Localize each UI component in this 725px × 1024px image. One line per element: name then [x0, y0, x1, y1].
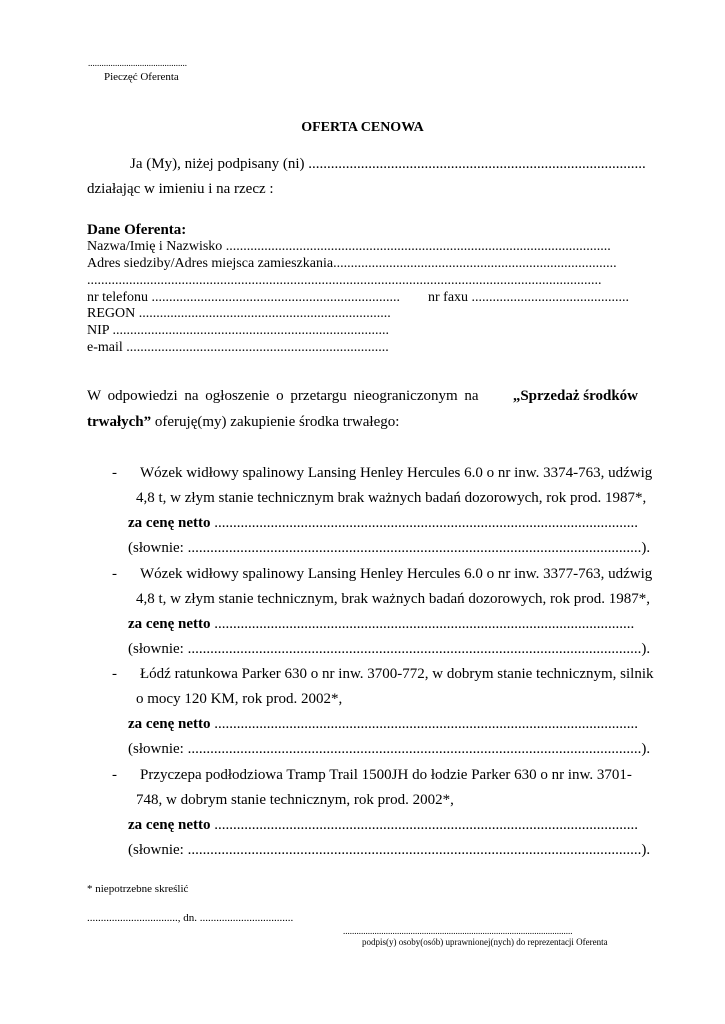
item-2-dash: - [112, 566, 117, 582]
item-3-dash: - [112, 666, 117, 682]
bidder-nip-line: NIP ............................................................................... [87, 323, 390, 338]
response-line-2 [87, 414, 399, 431]
signature-label: podpis(y) osoby(osób) uprawnionej(nych) do reprezentacji Oferenta [362, 937, 608, 947]
footnote: * niepotrzebne skreślić [87, 883, 189, 895]
item-3-price-label: za cenę netto [128, 716, 211, 732]
item-3 [112, 662, 654, 762]
item-3-desc-1: Łódź ratunkowa Parker 630 o nr inw. 3700-772, w dobrym stanie technicznym, silnik [140, 666, 654, 682]
bidder-fax-line: nr faxu ............................................. [428, 290, 630, 305]
item-1-dash: - [112, 465, 117, 481]
item-2 [112, 562, 653, 662]
item-4 [112, 763, 651, 863]
stamp-dots: ............................................ [88, 58, 187, 68]
item-1-words: (słownie: .........................................................................................................................). [128, 540, 651, 556]
response-bold-1: „Sprzedaż środków [512, 388, 638, 404]
bidder-phone-line: nr telefonu ....................................................................... [87, 290, 401, 305]
response-text-2: oferuję(my) zakupienie środka trwałego: [151, 414, 400, 430]
stamp-label: Pieczęć Oferenta [104, 71, 179, 83]
bidder-address-line: Adres siedziby/Adres miejsca zamieszkania................................................................................. [87, 256, 617, 271]
item-1-desc-2: 4,8 t, w złym stanie technicznym brak ważnych badań dozorowych, rok prod. 1987*, [136, 490, 647, 506]
item-2-desc-1: Wózek widłowy spalinowy Lansing Henley Hercules 6.0 o nr inw. 3377-763, udźwig [140, 566, 653, 582]
item-1-price-dots: ................................................................................................................. [210, 515, 638, 531]
place-date-line: ................................., dn. .................................. [87, 912, 294, 924]
item-2-desc-2: 4,8 t, w złym stanie technicznym, brak ważnych badań dozorowych, rok prod. 1987*, [136, 591, 651, 607]
response-text-1: W odpowiedzi na ogłoszenie o przetargu nieograniczonym na [87, 388, 479, 404]
item-3-desc-2: o mocy 120 KM, rok prod. 2002*, [136, 691, 343, 707]
item-2-price-label: za cenę netto [128, 616, 211, 632]
item-4-price-label: za cenę netto [128, 817, 211, 833]
bidder-email-line: e-mail ........................................................................... [87, 340, 389, 355]
item-4-dash: - [112, 767, 117, 783]
item-3-words: (słownie: .........................................................................................................................). [128, 741, 651, 757]
bidder-extra-line: ................................................................................................................................................... [87, 273, 602, 288]
response-line-1 [87, 388, 638, 405]
item-1 [112, 461, 653, 561]
response-bold-2: trwałych” [87, 414, 152, 430]
item-3-price-dots: ................................................................................................................. [210, 716, 638, 732]
item-4-desc-2: 748, w dobrym stanie technicznym, rok prod. 2002*, [136, 792, 454, 808]
intro-line-2: działając w imieniu i na rzecz : [87, 181, 274, 197]
item-2-words: (słownie: .........................................................................................................................). [128, 641, 651, 657]
item-4-price-dots: ................................................................................................................. [210, 817, 638, 833]
intro-line-1: Ja (My), niżej podpisany (ni) .......................................................................................... [130, 156, 646, 172]
item-1-desc-1: Wózek widłowy spalinowy Lansing Henley Hercules 6.0 o nr inw. 3374-763, udźwig [140, 465, 653, 481]
bidder-name-line: Nazwa/Imię i Nazwisko .............................................................................................................. [87, 239, 611, 254]
item-4-desc-1: Przyczepa podłodziowa Tramp Trail 1500JH do łodzie Parker 630 o nr inw. 3701- [140, 767, 632, 783]
bidder-regon-line: REGON ........................................................................ [87, 306, 391, 321]
page-title: OFERTA CENOWA [301, 120, 424, 135]
item-1-price-label: za cenę netto [128, 515, 211, 531]
bidder-heading: Dane Oferenta: [87, 222, 187, 238]
signature-dots: ...................................................................................................... [343, 926, 573, 936]
item-2-price-dots: ................................................................................................................ [210, 616, 635, 632]
item-4-words: (słownie: .........................................................................................................................). [128, 842, 651, 858]
